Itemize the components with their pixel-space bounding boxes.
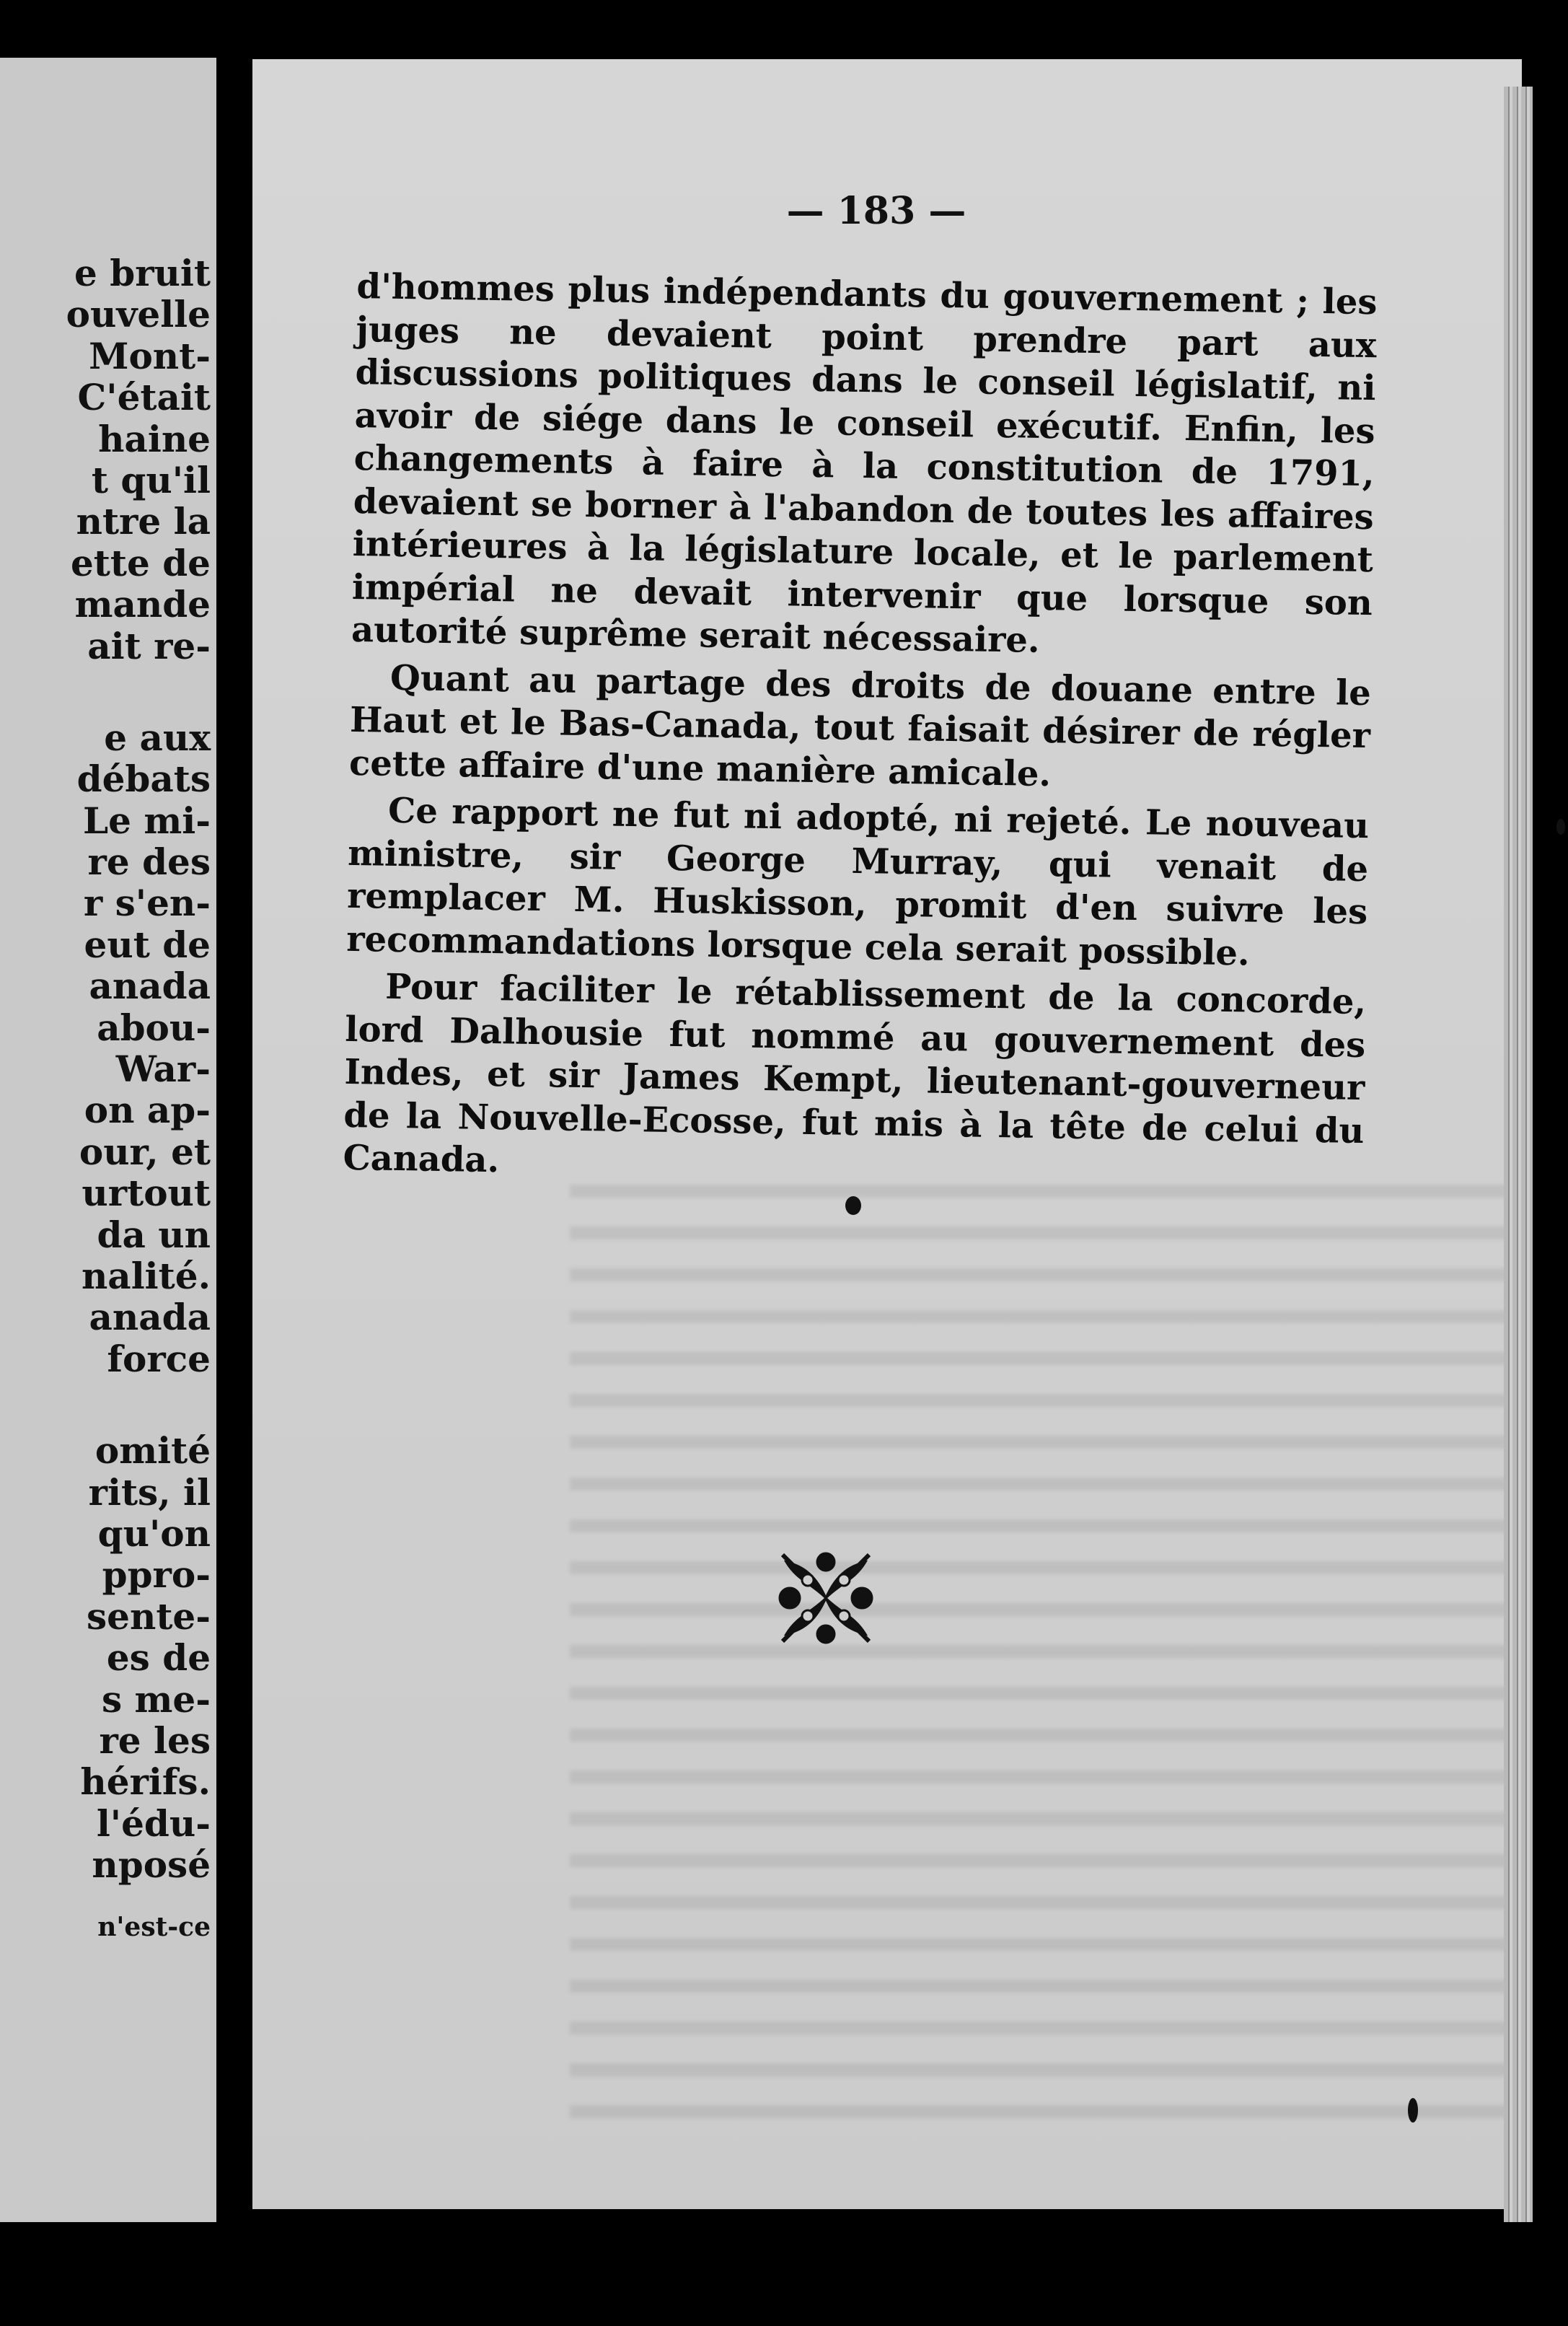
previous-page-line: Le mi-	[82, 799, 211, 842]
paragraph-3: Ce rapport ne fut ni adopté, ni rejeté. Le nouveau ministre, sir George Murray, qui venait de remplacer M. Huskisson, promit d'en suivre les recommandations lorsque cela serait possible.	[345, 790, 1370, 974]
previous-page-line: urtout	[82, 1172, 211, 1215]
previous-page-line: C'était	[77, 376, 211, 419]
previous-page-line: anada	[89, 965, 211, 1008]
previous-page-line: ouvelle	[66, 293, 211, 336]
line-gap	[0, 1379, 211, 1430]
paragraph-4: Pour faciliter le rétablissement de la concorde, lord Dalhousie fut nommé au gouvernement des Indes, et sir James Kempt, lieutenant-gouverneur de la Nouvelle-Ecosse, fut mis à la tête de celui du Canada.	[343, 966, 1367, 1181]
previous-page-line: abou-	[97, 1006, 211, 1049]
previous-page-line: rits, il	[88, 1470, 211, 1514]
fleuron-ornament	[768, 1540, 884, 1656]
previous-page-line: Mont-	[89, 334, 211, 377]
previous-page-line: ntre la	[76, 500, 211, 543]
previous-page-line: sente-	[87, 1594, 211, 1638]
previous-page-line: r s'en-	[83, 882, 211, 925]
previous-page-line: ppro-	[102, 1553, 211, 1597]
previous-page-line: eut de	[84, 923, 211, 966]
previous-page-line: omité	[94, 1429, 211, 1473]
previous-page-line: haine	[98, 417, 211, 460]
previous-page-line: es de	[106, 1636, 211, 1680]
previous-page-line: re des	[87, 841, 211, 884]
previous-page-line: mande	[74, 583, 211, 626]
previous-page-line: s me-	[101, 1677, 211, 1721]
ink-speck	[845, 1196, 861, 1215]
previous-page-line: da un	[97, 1213, 211, 1256]
previous-page-line: nposé	[92, 1843, 211, 1887]
previous-page-line: nalité.	[81, 1254, 211, 1297]
paragraph-2: Quant au partage des droits de douane entre le Haut et le Bas-Canada, tout faisait désirer de régler cette affaire d'une manière amicale.	[348, 657, 1372, 794]
previous-page-line: ette de	[71, 541, 211, 584]
previous-page-fragment	[0, 58, 216, 2222]
previous-page-line: l'édu-	[96, 1801, 211, 1845]
previous-page-line: re les	[99, 1719, 211, 1762]
page-number: — 183 —	[786, 189, 966, 233]
previous-page-line: t qu'il	[91, 458, 211, 501]
previous-page-line: force	[107, 1337, 211, 1380]
previous-page-line: e bruit	[74, 252, 211, 294]
previous-page-text	[0, 253, 211, 1949]
previous-page-line: débats	[76, 758, 211, 801]
paragraph-1: d'hommes plus indépendants du gouvernement ; les juges ne devaient point prendre part aux discussions politiques dans le conseil législatif, ni avoir de siége dans le conseil exécutif. Enfin, les changements à faire à la constitution de 1791, devaient se borner à l'abandon de toutes les affaires intérieures à la législature locale, et le parlement impérial ne devait intervenir que lorsque son autorité suprême serait nécessaire.	[351, 265, 1378, 661]
page-body	[343, 265, 1378, 1196]
previous-page-line: on ap-	[84, 1089, 211, 1132]
previous-page-line: ait re-	[87, 624, 211, 667]
previous-page-line: e aux	[104, 716, 211, 759]
previous-page-footnote: n'est-ce	[97, 1912, 211, 1943]
previous-page-line: qu'on	[97, 1511, 211, 1555]
previous-page-line: hérifs.	[80, 1760, 211, 1804]
page-edges	[1504, 87, 1533, 2222]
ink-speck	[1408, 2098, 1418, 2123]
previous-page-line: anada	[89, 1296, 211, 1339]
previous-page-line: our, et	[79, 1130, 211, 1173]
bleed-through-texture	[570, 1185, 1522, 2123]
previous-page-line: War-	[115, 1048, 211, 1091]
ink-speck	[1556, 819, 1565, 835]
line-gap	[0, 667, 211, 717]
